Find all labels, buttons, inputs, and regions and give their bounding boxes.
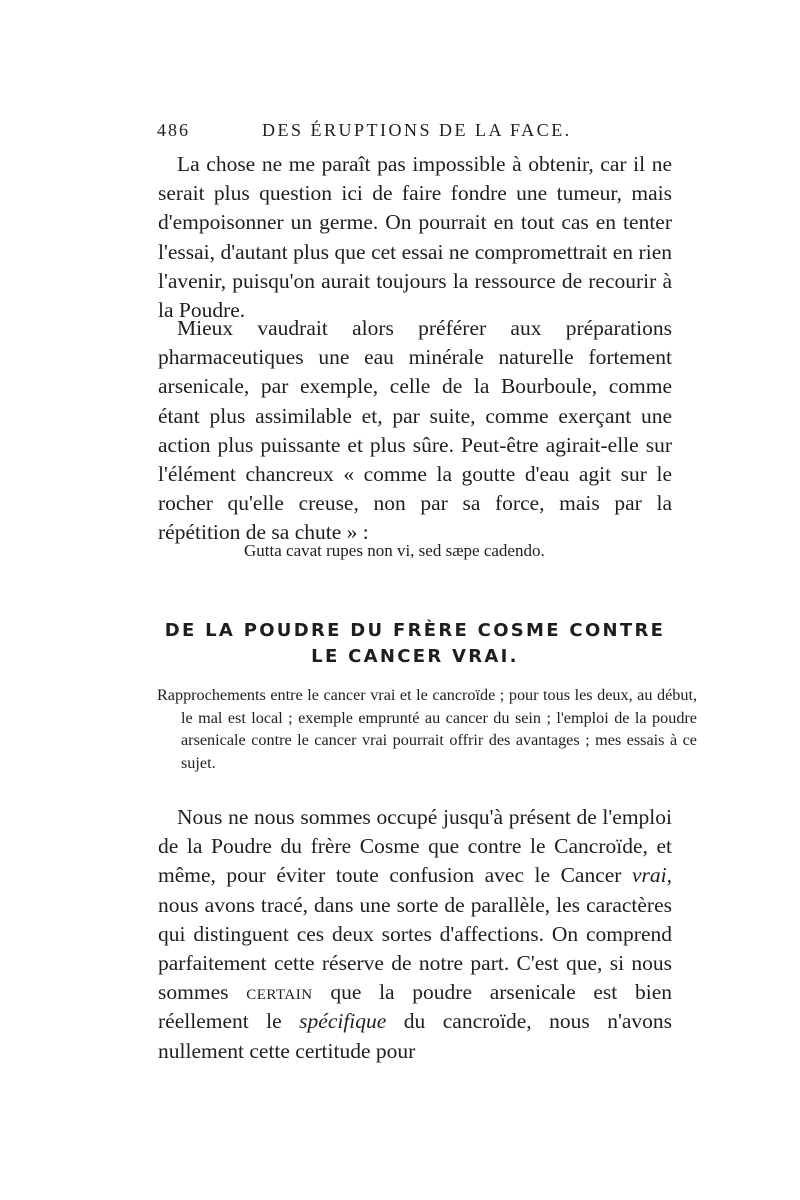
paragraph-3-emphasis-vrai: vrai, xyxy=(631,863,672,888)
running-title: DES ÉRUPTIONS DE LA FACE. xyxy=(262,120,572,140)
paragraph-3-smallcaps-certain: certain xyxy=(246,980,313,1005)
paragraph-3-part-4: du cancroïde, nous n'avons nullement cette certitude pour xyxy=(158,1009,672,1063)
section-title xyxy=(150,618,680,670)
paragraph-3-part-1: Nous ne nous sommes occupé jusqu'à présent de l'emploi de la Poudre du frère Cosme que contre le Cancroïde, et même, pour éviter toute confusion avec le Cancer xyxy=(158,805,672,888)
paragraph-3-emphasis-specifique: spécifique xyxy=(299,1009,387,1034)
paragraph-2: Mieux vaudrait alors préférer aux préparations pharmaceutiques une eau minérale naturelle fortement arsenicale, par exemple, celle de la Bourboule, comme étant plus assimilable et, par suite, comme exerçant une action plus puissante et plus sûre. Peut-être agirait-elle sur l'élément chancreux « comme la goutte d'eau agit sur le rocher qu'elle creuse, non par sa force, mais par la répétition de sa chute » : xyxy=(158,316,672,545)
section-title-line-1: DE LA POUDRE DU FRÈRE COSME CONTRE xyxy=(164,620,666,641)
latin-quote: Gutta cavat rupes non vi, sed sæpe cadendo. xyxy=(244,541,545,560)
page-number: 486 xyxy=(157,120,190,140)
paragraph-3-part-3: que la poudre arsenicale est bien réellement le xyxy=(158,980,672,1034)
paragraph-3 xyxy=(158,803,672,1066)
section-title-line-2: LE CANCER VRAI. xyxy=(311,646,519,667)
paragraph-1: La chose ne me paraît pas impossible à obtenir, car il ne serait plus question ici de faire fondre une tumeur, mais d'empoisonner un germe. On pourrait en tout cas en tenter l'essai, d'autant plus que cet essai ne compromettrait en rien l'avenir, puisqu'on aurait toujours la ressource de recourir à la Poudre. xyxy=(158,152,672,323)
paragraph-3-part-2: nous avons tracé, dans une sorte de parallèle, les caractères qui distinguent ces deux sortes d'affections. On comprend parfaitement cette réserve de notre part. C'est que, si nous sommes xyxy=(158,892,672,1005)
section-summary: Rapprochements entre le cancer vrai et le cancroïde ; pour tous les deux, au début, le mal est local ; exemple emprunté au cancer du sein ; l'emploi de la poudre arsenicale contre le cancer vrai pourrait offrir des avantages ; mes essais à ce sujet. xyxy=(157,686,697,772)
running-head xyxy=(157,120,657,144)
